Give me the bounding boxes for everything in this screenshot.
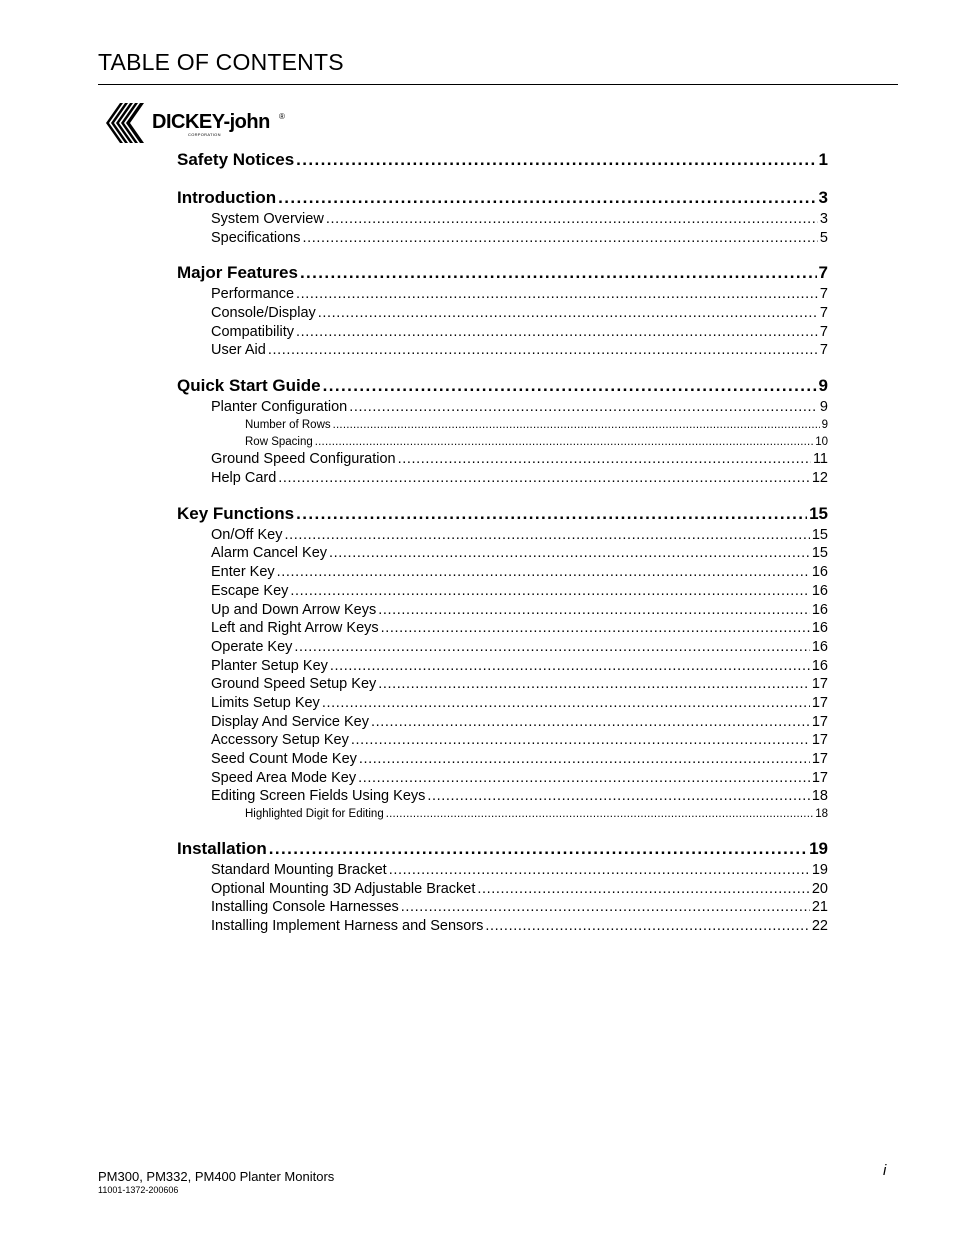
dot-leader bbox=[333, 417, 820, 434]
toc-entry-page: 7 bbox=[819, 342, 828, 359]
toc-subentry[interactable] bbox=[177, 619, 828, 638]
toc-entry-page: 20 bbox=[811, 880, 828, 897]
toc-subsubentry[interactable] bbox=[177, 806, 828, 823]
toc-subentry[interactable] bbox=[177, 341, 828, 360]
dot-leader bbox=[322, 694, 810, 713]
toc-subsubentry[interactable] bbox=[177, 434, 828, 451]
dot-leader bbox=[318, 304, 818, 323]
toc-subentry[interactable] bbox=[177, 657, 828, 676]
toc-entry-page: 11 bbox=[812, 451, 828, 468]
logo-sub: CORPORATION bbox=[188, 132, 221, 137]
page-number: i bbox=[883, 1162, 887, 1179]
toc-entry-label: Speed Area Mode Key bbox=[211, 769, 357, 786]
logo-registered: ® bbox=[279, 112, 285, 121]
toc-entry-label: Planter Configuration bbox=[211, 399, 348, 416]
dot-leader bbox=[378, 601, 810, 620]
toc-entry-page: 19 bbox=[811, 861, 828, 878]
toc-entry-page: 15 bbox=[811, 545, 828, 562]
dot-leader bbox=[277, 563, 810, 582]
toc-subentry[interactable] bbox=[177, 526, 828, 545]
toc-entry-label: Highlighted Digit for Editing bbox=[245, 808, 384, 821]
toc-entry-label: Row Spacing bbox=[245, 435, 313, 448]
toc-entry-page: 19 bbox=[809, 838, 828, 858]
toc-subentry[interactable] bbox=[177, 450, 828, 469]
dot-leader bbox=[290, 582, 809, 601]
dot-leader bbox=[269, 837, 807, 861]
toc-entry-label: Editing Screen Fields Using Keys bbox=[211, 788, 426, 805]
dot-leader bbox=[398, 450, 811, 469]
toc-subentry[interactable] bbox=[177, 285, 828, 304]
toc-entry-page: 15 bbox=[811, 526, 828, 543]
toc-entry-label: Installation bbox=[177, 838, 267, 858]
toc-entry-page: 16 bbox=[811, 601, 828, 618]
section-gap bbox=[177, 360, 828, 374]
toc-subentry[interactable] bbox=[177, 731, 828, 750]
toc-entry-page: 3 bbox=[818, 188, 828, 207]
footer-title: PM300, PM332, PM400 Planter Monitors bbox=[98, 1169, 335, 1184]
dot-leader bbox=[278, 186, 816, 210]
logo-brand: DICKEY-john bbox=[152, 111, 270, 133]
toc-subentry[interactable] bbox=[177, 323, 828, 342]
toc-entry-page: 17 bbox=[811, 751, 828, 768]
toc-section[interactable] bbox=[177, 148, 828, 172]
toc-entry-page: 12 bbox=[811, 470, 828, 487]
toc-entry-label: Major Features bbox=[177, 263, 298, 283]
toc-entry-label: Help Card bbox=[211, 470, 277, 487]
toc-section[interactable] bbox=[177, 502, 828, 526]
toc-entry-page: 18 bbox=[815, 808, 828, 821]
toc-subentry[interactable] bbox=[177, 582, 828, 601]
dot-leader bbox=[358, 769, 810, 788]
toc-subentry[interactable] bbox=[177, 694, 828, 713]
toc-entry-label: System Overview bbox=[211, 211, 324, 227]
toc-entry-page: 18 bbox=[811, 788, 828, 805]
dot-leader bbox=[329, 544, 810, 563]
toc-entry-page: 16 bbox=[811, 638, 828, 655]
toc-entry-label: Ground Speed Setup Key bbox=[211, 676, 377, 693]
toc-entry-label: Compatibility bbox=[211, 323, 294, 340]
toc-entry-label: Number of Rows bbox=[245, 418, 331, 431]
section-gap bbox=[177, 172, 828, 186]
toc-entry-label: Performance bbox=[211, 286, 295, 303]
toc-subentry[interactable] bbox=[177, 787, 828, 806]
toc-entry-page: 17 bbox=[811, 732, 828, 749]
toc-subentry[interactable] bbox=[177, 544, 828, 563]
dot-leader bbox=[296, 323, 818, 342]
toc-entry-page: 5 bbox=[819, 229, 828, 246]
section-gap bbox=[177, 488, 828, 502]
toc-entry-label: Optional Mounting 3D Adjustable Bracket bbox=[211, 880, 476, 897]
toc-entry-page: 7 bbox=[819, 323, 828, 340]
dot-leader bbox=[296, 285, 818, 304]
toc-subentry[interactable] bbox=[177, 861, 828, 880]
footer-doc-number: 11001-1372-200606 bbox=[98, 1185, 179, 1195]
toc-entry-page: 21 bbox=[811, 899, 828, 916]
toc-subentry[interactable] bbox=[177, 675, 828, 694]
toc-entry-label: Specifications bbox=[211, 229, 301, 246]
toc-entry-page: 17 bbox=[811, 769, 828, 786]
dot-leader bbox=[294, 638, 809, 657]
toc-entry-label: Introduction bbox=[177, 188, 277, 207]
section-gap bbox=[177, 823, 828, 837]
dot-leader bbox=[300, 261, 817, 285]
toc-entry-label: Alarm Cancel Key bbox=[211, 545, 328, 562]
dot-leader bbox=[401, 898, 810, 917]
toc-entry-page: 3 bbox=[819, 211, 828, 227]
dot-leader bbox=[427, 787, 809, 806]
toc-subentry[interactable] bbox=[177, 563, 828, 582]
toc-entry-page: 1 bbox=[818, 150, 828, 169]
toc-entry-label: Safety Notices bbox=[177, 150, 295, 169]
section-gap bbox=[177, 247, 828, 261]
toc-subentry[interactable] bbox=[177, 304, 828, 323]
dot-leader bbox=[296, 148, 816, 172]
toc-entry-label: Escape Key bbox=[211, 582, 289, 599]
toc-subentry[interactable] bbox=[177, 601, 828, 620]
dot-leader bbox=[330, 657, 810, 676]
toc-entry-page: 10 bbox=[815, 435, 828, 448]
toc-subsubentry[interactable] bbox=[177, 417, 828, 434]
page-title: TABLE OF CONTENTS bbox=[98, 49, 344, 75]
toc-section[interactable] bbox=[177, 186, 828, 210]
toc-subentry[interactable] bbox=[177, 398, 828, 417]
toc-subentry[interactable] bbox=[177, 750, 828, 769]
dot-leader bbox=[326, 210, 818, 229]
dot-leader bbox=[359, 750, 810, 769]
dot-leader bbox=[302, 229, 817, 248]
toc-entry-label: Accessory Setup Key bbox=[211, 732, 349, 749]
toc-entry-label: Standard Mounting Bracket bbox=[211, 861, 387, 878]
dot-leader bbox=[485, 917, 809, 936]
dot-leader bbox=[268, 341, 818, 360]
toc-entry-label: Display And Service Key bbox=[211, 713, 369, 730]
toc-entry-label: Installing Console Harnesses bbox=[211, 899, 399, 916]
toc-entry-page: 7 bbox=[819, 286, 828, 303]
toc-entry-page: 7 bbox=[819, 305, 828, 322]
toc-entry-label: Quick Start Guide bbox=[177, 376, 321, 396]
toc-subentry[interactable] bbox=[177, 210, 828, 229]
dot-leader bbox=[477, 880, 809, 899]
dot-leader bbox=[381, 619, 810, 638]
dot-leader bbox=[284, 526, 809, 545]
toc-entry-label: Installing Implement Harness and Sensors bbox=[211, 917, 484, 934]
toc-entry-label: Planter Setup Key bbox=[211, 657, 328, 674]
toc-entry-page: 9 bbox=[821, 418, 828, 431]
toc-entry-page: 16 bbox=[811, 620, 828, 637]
toc-entry-page: 7 bbox=[818, 263, 828, 283]
dot-leader bbox=[315, 434, 813, 451]
toc-section[interactable] bbox=[177, 374, 828, 398]
toc-subentry[interactable] bbox=[177, 713, 828, 732]
dot-leader bbox=[371, 713, 810, 732]
toc-entry-label: Operate Key bbox=[211, 638, 293, 655]
toc-entry-label: Limits Setup Key bbox=[211, 694, 320, 711]
toc-subentry[interactable] bbox=[177, 229, 828, 248]
dot-leader bbox=[389, 861, 810, 880]
dot-leader bbox=[386, 806, 813, 823]
header-rule bbox=[98, 84, 898, 85]
toc-entry-page: 16 bbox=[811, 582, 828, 599]
dot-leader bbox=[323, 374, 817, 398]
toc-section[interactable] bbox=[177, 837, 828, 861]
toc-entry-page: 17 bbox=[811, 694, 828, 711]
toc-subentry[interactable] bbox=[177, 880, 828, 899]
toc-entry-page: 17 bbox=[811, 676, 828, 693]
dot-leader bbox=[349, 398, 818, 417]
toc-list bbox=[177, 148, 828, 936]
toc-entry-page: 16 bbox=[811, 657, 828, 674]
dickey-john-logo bbox=[106, 101, 306, 147]
toc-entry-label: Ground Speed Configuration bbox=[211, 451, 396, 468]
toc-entry-label: User Aid bbox=[211, 342, 266, 359]
toc-entry-label: Key Functions bbox=[177, 503, 295, 523]
toc-entry-label: Enter Key bbox=[211, 564, 275, 581]
toc-entry-page: 22 bbox=[811, 917, 828, 934]
toc-entry-label: Left and Right Arrow Keys bbox=[211, 620, 379, 637]
toc-entry-label: Console/Display bbox=[211, 305, 316, 322]
dot-leader bbox=[378, 675, 810, 694]
toc-entry-page: 17 bbox=[811, 713, 828, 730]
toc-subentry[interactable] bbox=[177, 638, 828, 657]
dot-leader bbox=[351, 731, 810, 750]
toc-entry-page: 15 bbox=[809, 503, 828, 523]
toc-subentry[interactable] bbox=[177, 469, 828, 488]
toc-entry-label: On/Off Key bbox=[211, 526, 283, 543]
toc-subentry[interactable] bbox=[177, 917, 828, 936]
toc-section[interactable] bbox=[177, 261, 828, 285]
dot-leader bbox=[296, 502, 807, 526]
toc-entry-page: 9 bbox=[818, 376, 828, 396]
toc-subentry[interactable] bbox=[177, 898, 828, 917]
toc-subentry[interactable] bbox=[177, 769, 828, 788]
toc-entry-page: 16 bbox=[811, 564, 828, 581]
toc-entry-label: Seed Count Mode Key bbox=[211, 751, 357, 768]
dot-leader bbox=[278, 469, 810, 488]
toc-entry-label: Up and Down Arrow Keys bbox=[211, 601, 377, 618]
toc-entry-page: 9 bbox=[819, 399, 828, 416]
